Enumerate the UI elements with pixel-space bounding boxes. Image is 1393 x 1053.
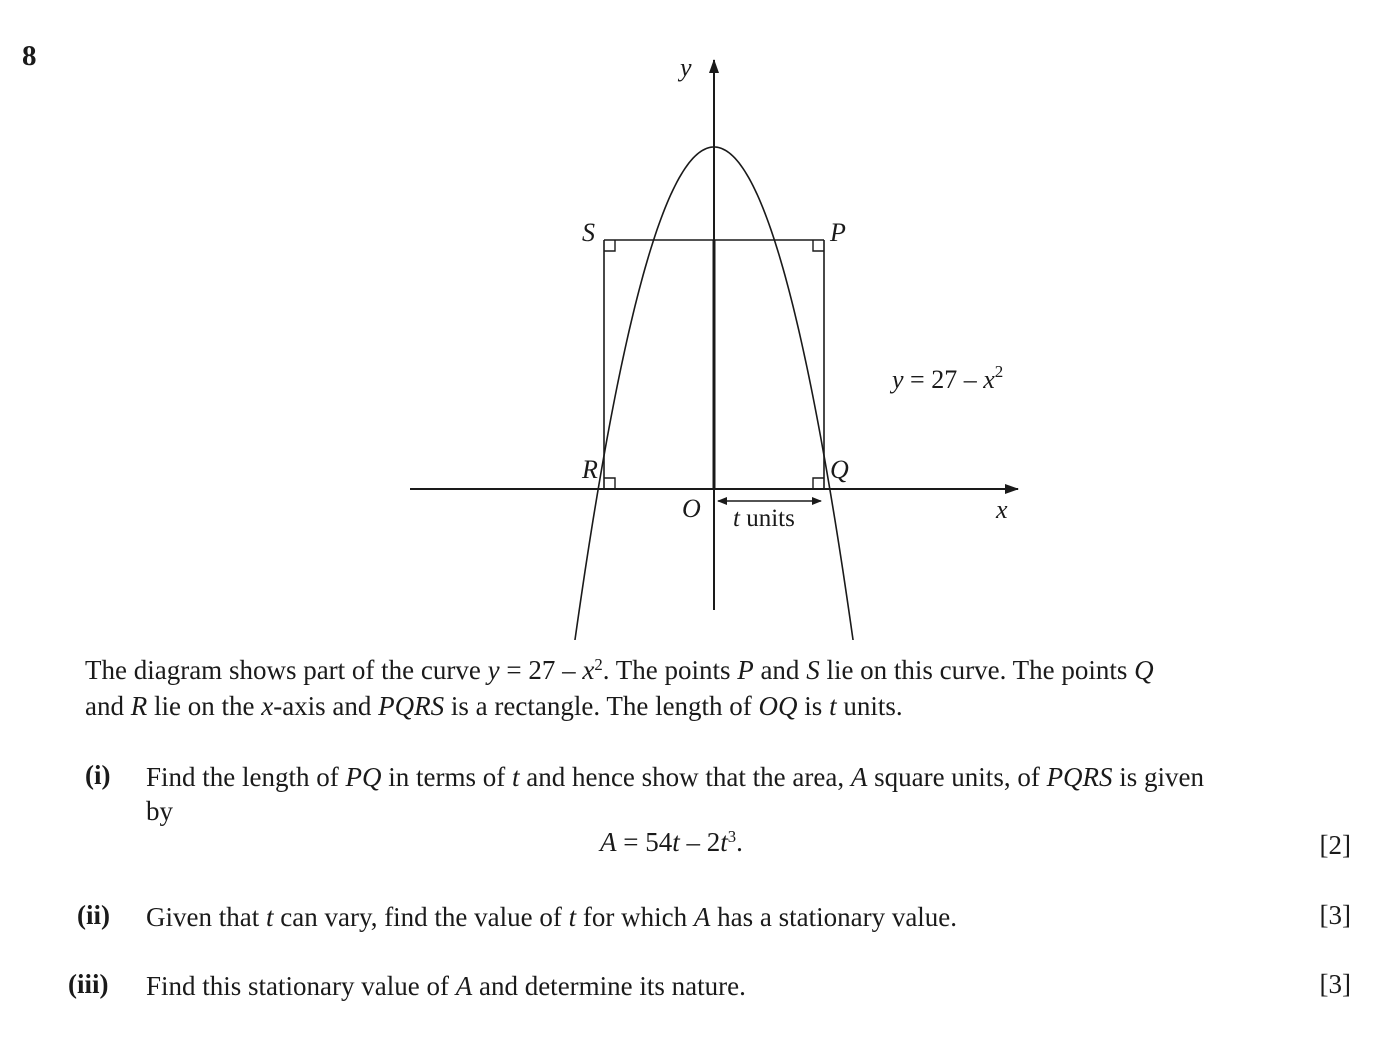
part-iii-text: Find this stationary value of A and determine its nature. bbox=[146, 971, 746, 1001]
question-number: 8 bbox=[22, 40, 37, 72]
point-R-label: R bbox=[582, 455, 598, 484]
part-ii-text: Given that t can vary, find the value of t for which A has a stationary value. bbox=[146, 902, 958, 932]
t-units-label: t units bbox=[733, 505, 795, 532]
part-ii-label: (ii) bbox=[77, 900, 110, 930]
point-P-label: P bbox=[830, 218, 846, 247]
origin-label: O bbox=[682, 494, 701, 523]
part-i-label: (i) bbox=[85, 760, 111, 790]
intro-paragraph: The diagram shows part of the curve $y = 27 - x^2$. The points P and S lie on this curve. The points Q and R lie on the x-axis and PQRS is a rectangle. The length of OQ is t units. bbox=[85, 654, 1154, 721]
part-i-marks: [2] bbox=[1319, 830, 1351, 860]
x-axis-label: x bbox=[996, 495, 1008, 524]
point-Q-label: Q bbox=[830, 455, 849, 484]
area-formula: $A = 54t - 2t^3$. bbox=[600, 826, 743, 857]
part-i-text: Find the length of PQ in terms of t and hence show that the area, A square units, of PQRS is given by bbox=[146, 762, 1205, 826]
part-ii-marks: [3] bbox=[1319, 900, 1351, 930]
curve-equation-label: $y = 27 - x^2$ bbox=[892, 362, 1004, 394]
part-iii-marks: [3] bbox=[1319, 969, 1351, 999]
y-axis-label: y bbox=[680, 53, 692, 82]
part-iii-label: (iii) bbox=[68, 969, 109, 999]
point-S-label: S bbox=[582, 218, 595, 247]
